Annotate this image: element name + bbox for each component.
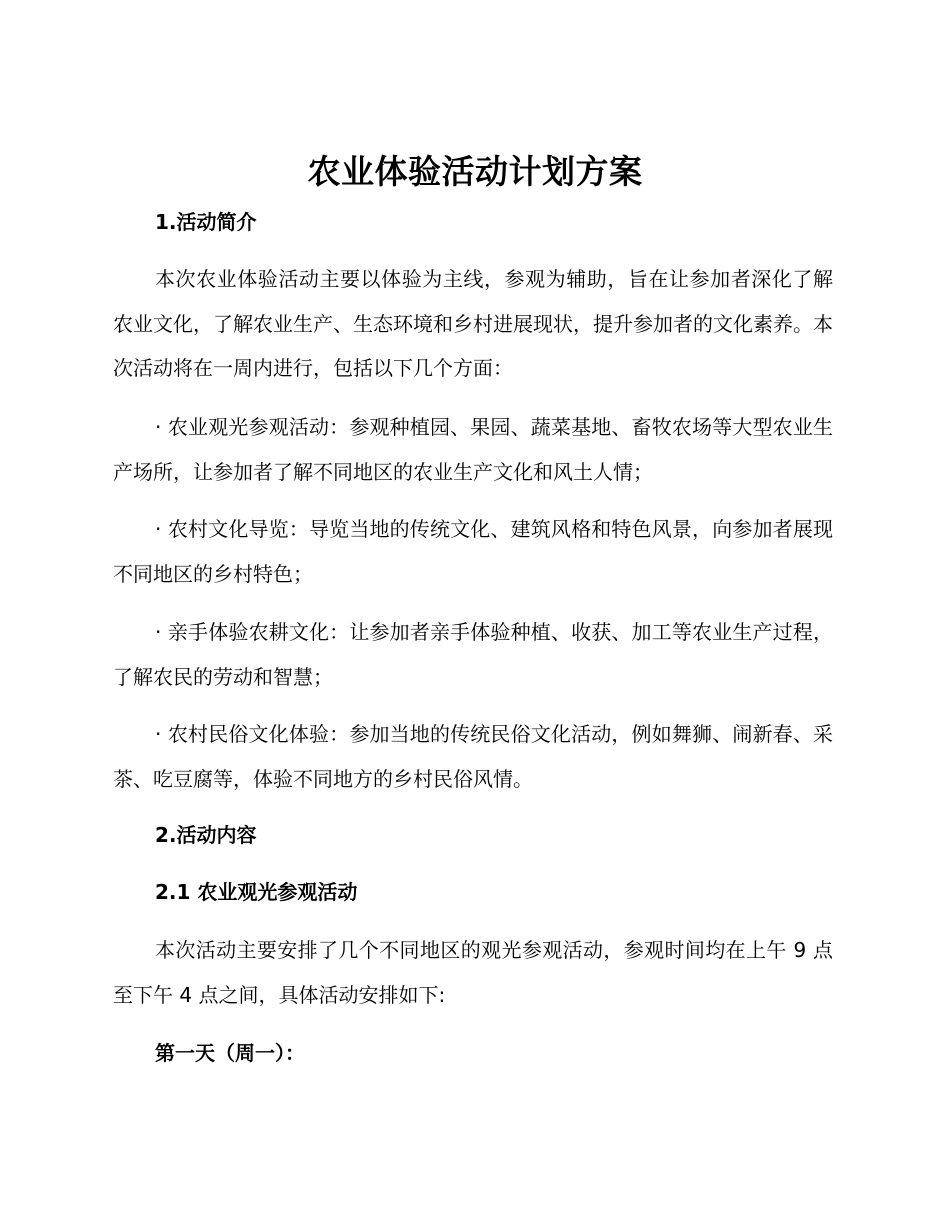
day-one-heading: 第一天（周一）： — [155, 1041, 305, 1065]
bullet-item-culture-tour: · 农村文化导览：导览当地的传统文化、建筑风格和特色风景，向参加者展现不同地区的乡村特色； — [113, 517, 833, 586]
sightseeing-paragraph: 本次活动主要安排了几个不同地区的观光参观活动，参观时间均在上午 9 点至下午 4 点之间，具体活动安排如下: — [113, 938, 833, 1007]
section-heading-intro: 1.活动简介 — [155, 210, 257, 234]
bullet-item-sightseeing: · 农业观光参观活动：参观种植园、果园、蔬菜基地、畜牧农场等大型农业生产场所，让参加者了解不同地区的农业生产文化和风土人情； — [113, 415, 833, 484]
bullet-item-folk-culture: · 农村民俗文化体验：参加当地的传统民俗文化活动，例如舞狮、闹新春、采茶、吃豆腐等，体验不同地方的乡村民俗风情。 — [113, 722, 833, 791]
intro-paragraph: 本次农业体验活动主要以体验为主线，参观为辅助，旨在让参加者深化了解农业文化，了解农业生产、生态环境和乡村进展现状，提升参加者的文化素养。本次活动将在一周内进行，包括以下几个方面： — [113, 267, 833, 380]
subsection-heading-sightseeing: 2.1 农业观光参观活动 — [155, 880, 358, 904]
section-heading-content: 2.活动内容 — [155, 823, 257, 847]
document-title: 农业体验活动计划方案 — [307, 152, 643, 191]
bullet-item-farming-experience: · 亲手体验农耕文化：让参加者亲手体验种植、收获、加工等农业生产过程，了解农民的劳动和智慧； — [113, 620, 833, 689]
